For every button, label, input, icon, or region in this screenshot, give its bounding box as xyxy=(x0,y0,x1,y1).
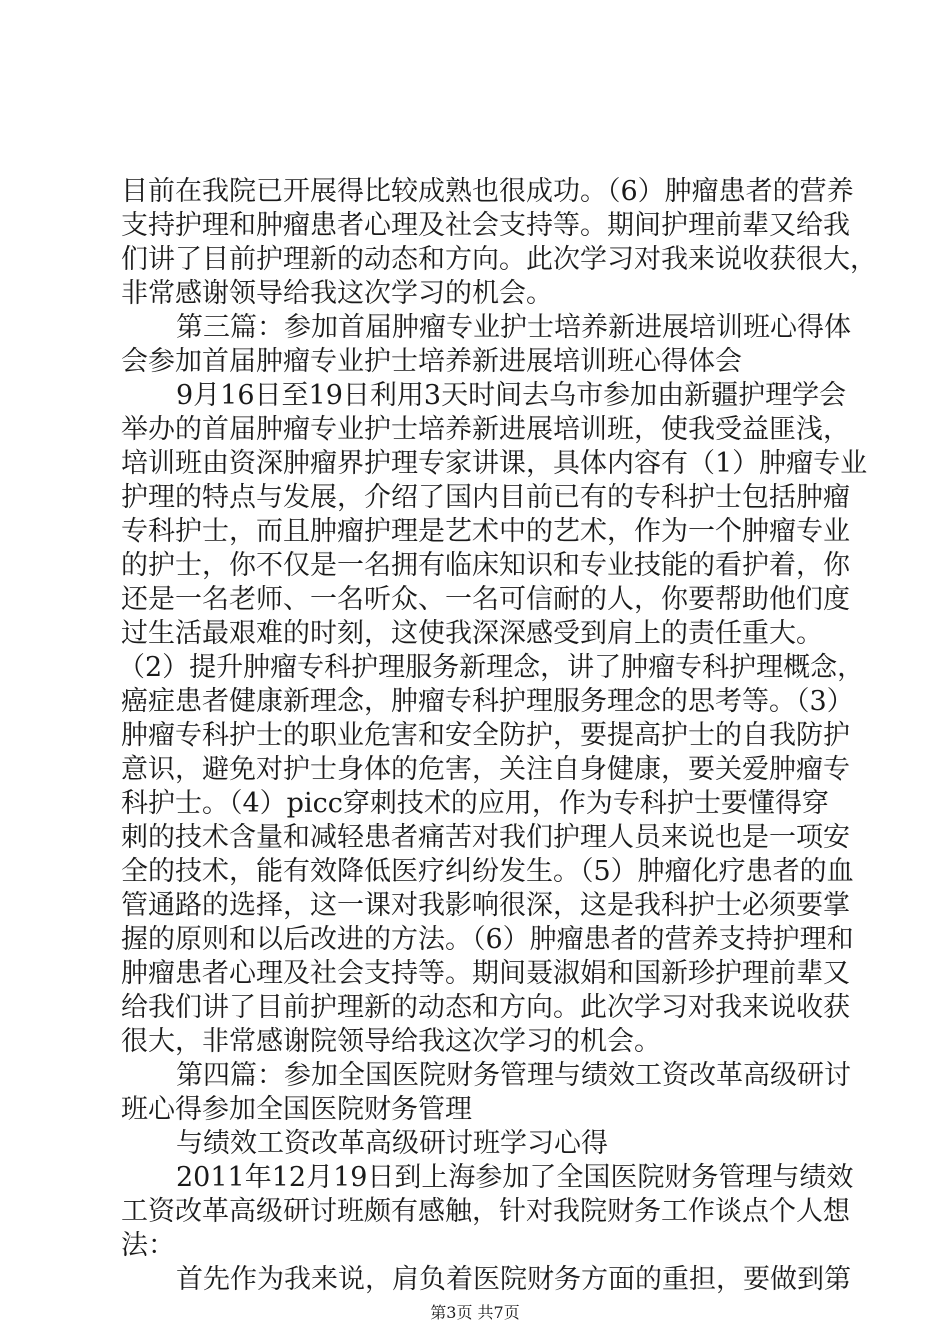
text-line: 非常感谢领导给我这次学习的机会。 xyxy=(121,278,553,309)
section-heading-line: 会参加首届肿瘤专业护士培养新进展培训班心得体会 xyxy=(121,346,742,377)
text-line: 握的原则和以后改进的方法。（6）肿瘤患者的营养支持护理和 xyxy=(121,924,854,955)
text-line: 意识，避免对护士身体的危害，关注自身健康，要关爱肿瘤专 xyxy=(121,754,850,785)
text-line: 还是一名老师、一名听众、一名可信耐的人，你要帮助他们度 xyxy=(121,584,850,615)
text-line: 法： xyxy=(121,1230,175,1261)
text-line: 科护士。（4）picc穿刺技术的应用，作为专科护士要懂得穿 xyxy=(121,788,829,819)
text-line: （2）提升肿瘤专科护理服务新理念，讲了肿瘤专科护理概念， xyxy=(118,652,865,683)
text-line: 管通路的选择，这一课对我影响很深，这是我科护士必须要掌 xyxy=(121,890,850,921)
text-line: 9月16日至19日利用3天时间去乌市参加由新疆护理学会 xyxy=(176,380,847,411)
text-line: 专科护士，而且肿瘤护理是艺术中的艺术，作为一个肿瘤专业 xyxy=(121,516,850,547)
section-heading-line: 班心得参加全国医院财务管理 xyxy=(121,1094,472,1125)
text-line: 全的技术，能有效降低医疗纠纷发生。（5）肿瘤化疗患者的血 xyxy=(121,856,854,887)
text-line: 刺的技术含量和减轻患者痛苦对我们护理人员来说也是一项安 xyxy=(121,822,850,853)
text-line: 很大，非常感谢院领导给我这次学习的机会。 xyxy=(121,1026,661,1057)
section-heading-line: 与绩效工资改革高级研讨班学习心得 xyxy=(176,1128,608,1159)
text-line: 首先作为我来说，肩负着医院财务方面的重担，要做到第 xyxy=(176,1264,851,1295)
section-heading-line: 第三篇：参加首届肿瘤专业护士培养新进展培训班心得体 xyxy=(176,312,851,343)
text-line: 培训班由资深肿瘤界护理专家讲课，具体内容有（1）肿瘤专业 xyxy=(121,448,868,479)
text-line: 过生活最艰难的时刻，这使我深深感受到肩上的责任重大。 xyxy=(121,618,823,649)
text-line: 给我们讲了目前护理新的动态和方向。此次学习对我来说收获 xyxy=(121,992,850,1023)
text-line: 工资改革高级研讨班颇有感触，针对我院财务工作谈点个人想 xyxy=(121,1196,850,1227)
text-line: 肿瘤患者心理及社会支持等。期间聂淑娟和国新珍护理前辈又 xyxy=(121,958,850,989)
page-number-footer: 第3页 共7页 xyxy=(430,1303,520,1322)
text-line: 护理的特点与发展，介绍了国内目前已有的专科护士包括肿瘤 xyxy=(121,482,850,513)
text-line: 癌症患者健康新理念，肿瘤专科护理服务理念的思考等。（3） xyxy=(121,686,854,717)
section-heading-line: 第四篇：参加全国医院财务管理与绩效工资改革高级研讨 xyxy=(176,1060,851,1091)
text-line: 肿瘤专科护士的职业危害和安全防护，要提高护士的自我防护 xyxy=(121,720,850,751)
text-line: 们讲了目前护理新的动态和方向。此次学习对我来说收获很大， xyxy=(121,244,877,275)
text-line: 目前在我院已开展得比较成熟也很成功。（6）肿瘤患者的营养 xyxy=(121,176,854,207)
text-line: 支持护理和肿瘤患者心理及社会支持等。期间护理前辈又给我 xyxy=(121,210,850,241)
text-line: 的护士，你不仅是一名拥有临床知识和专业技能的看护着，你 xyxy=(121,550,850,581)
text-line: 举办的首届肿瘤专业护士培养新进展培训班，使我受益匪浅， xyxy=(121,414,850,445)
text-line: 2011年12月19日到上海参加了全国医院财务管理与绩效 xyxy=(176,1162,854,1193)
